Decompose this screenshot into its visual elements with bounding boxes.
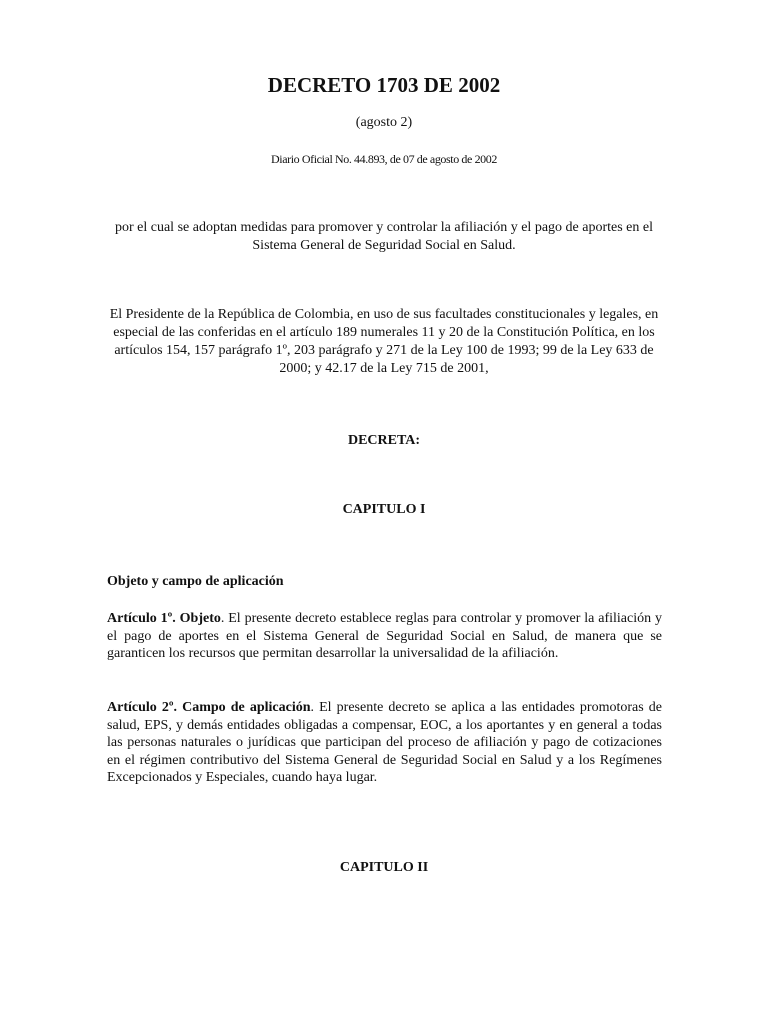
article-2-text: . El presente decreto se aplica a las entidades promotoras de salud, EPS, y demás entidades obligadas a compensar, EOC, a los aportantes y en general a todas las personas naturales o jurídicas que participan del proceso de afiliación y pago de cotizaciones en el régimen contributivo del Sistema General de Seguridad Social en Salud y a los Regímenes Excepcionados y Especiales, cuando haya lugar. [107,700,662,785]
article-1 [107,610,662,663]
article-2-label: Artículo 2º. Campo de aplicación [107,700,311,715]
president-considerations: El Presidente de la República de Colombia, en uso de sus facultades constitucionales y legales, en especial de las conferidas en el artículo 189 numerales 11 y 20 de la Constitución Política, en los artículos 154, 157 parágrafo 1º, 203 parágrafo y 271 de la Ley 100 de 1993; 99 de la Ley 633 de 2000; y 42.17 de la Ley 715 de 2001, [109,307,659,376]
article-1-text: . El presente decreto establece reglas para controlar y promover la afiliación y el pago de aportes en el Sistema General de Seguridad Social en Salud, de manera que se garanticen los recursos que permitan desarrollar la universalidad de la afiliación. [107,611,662,661]
article-2 [107,699,662,787]
decree-preamble: por el cual se adoptan medidas para promover y controlar la afiliación y el pago de aportes en el Sistema General de Seguridad Social en Salud. [114,220,653,253]
diario-oficial-reference: Diario Oficial No. 44.893, de 07 de agosto de 2002 [271,152,497,166]
decreta-heading: DECRETA: [347,433,421,448]
article-1-label: Artículo 1º. Objeto [107,611,221,626]
chapter-1-heading: CAPITULO I [342,502,426,517]
decree-date: (agosto 2) [355,115,413,130]
section-heading-objeto: Objeto y campo de aplicación [107,574,284,589]
document-title: DECRETO 1703 DE 2002 [267,73,501,97]
chapter-2-heading: CAPITULO II [339,860,429,875]
